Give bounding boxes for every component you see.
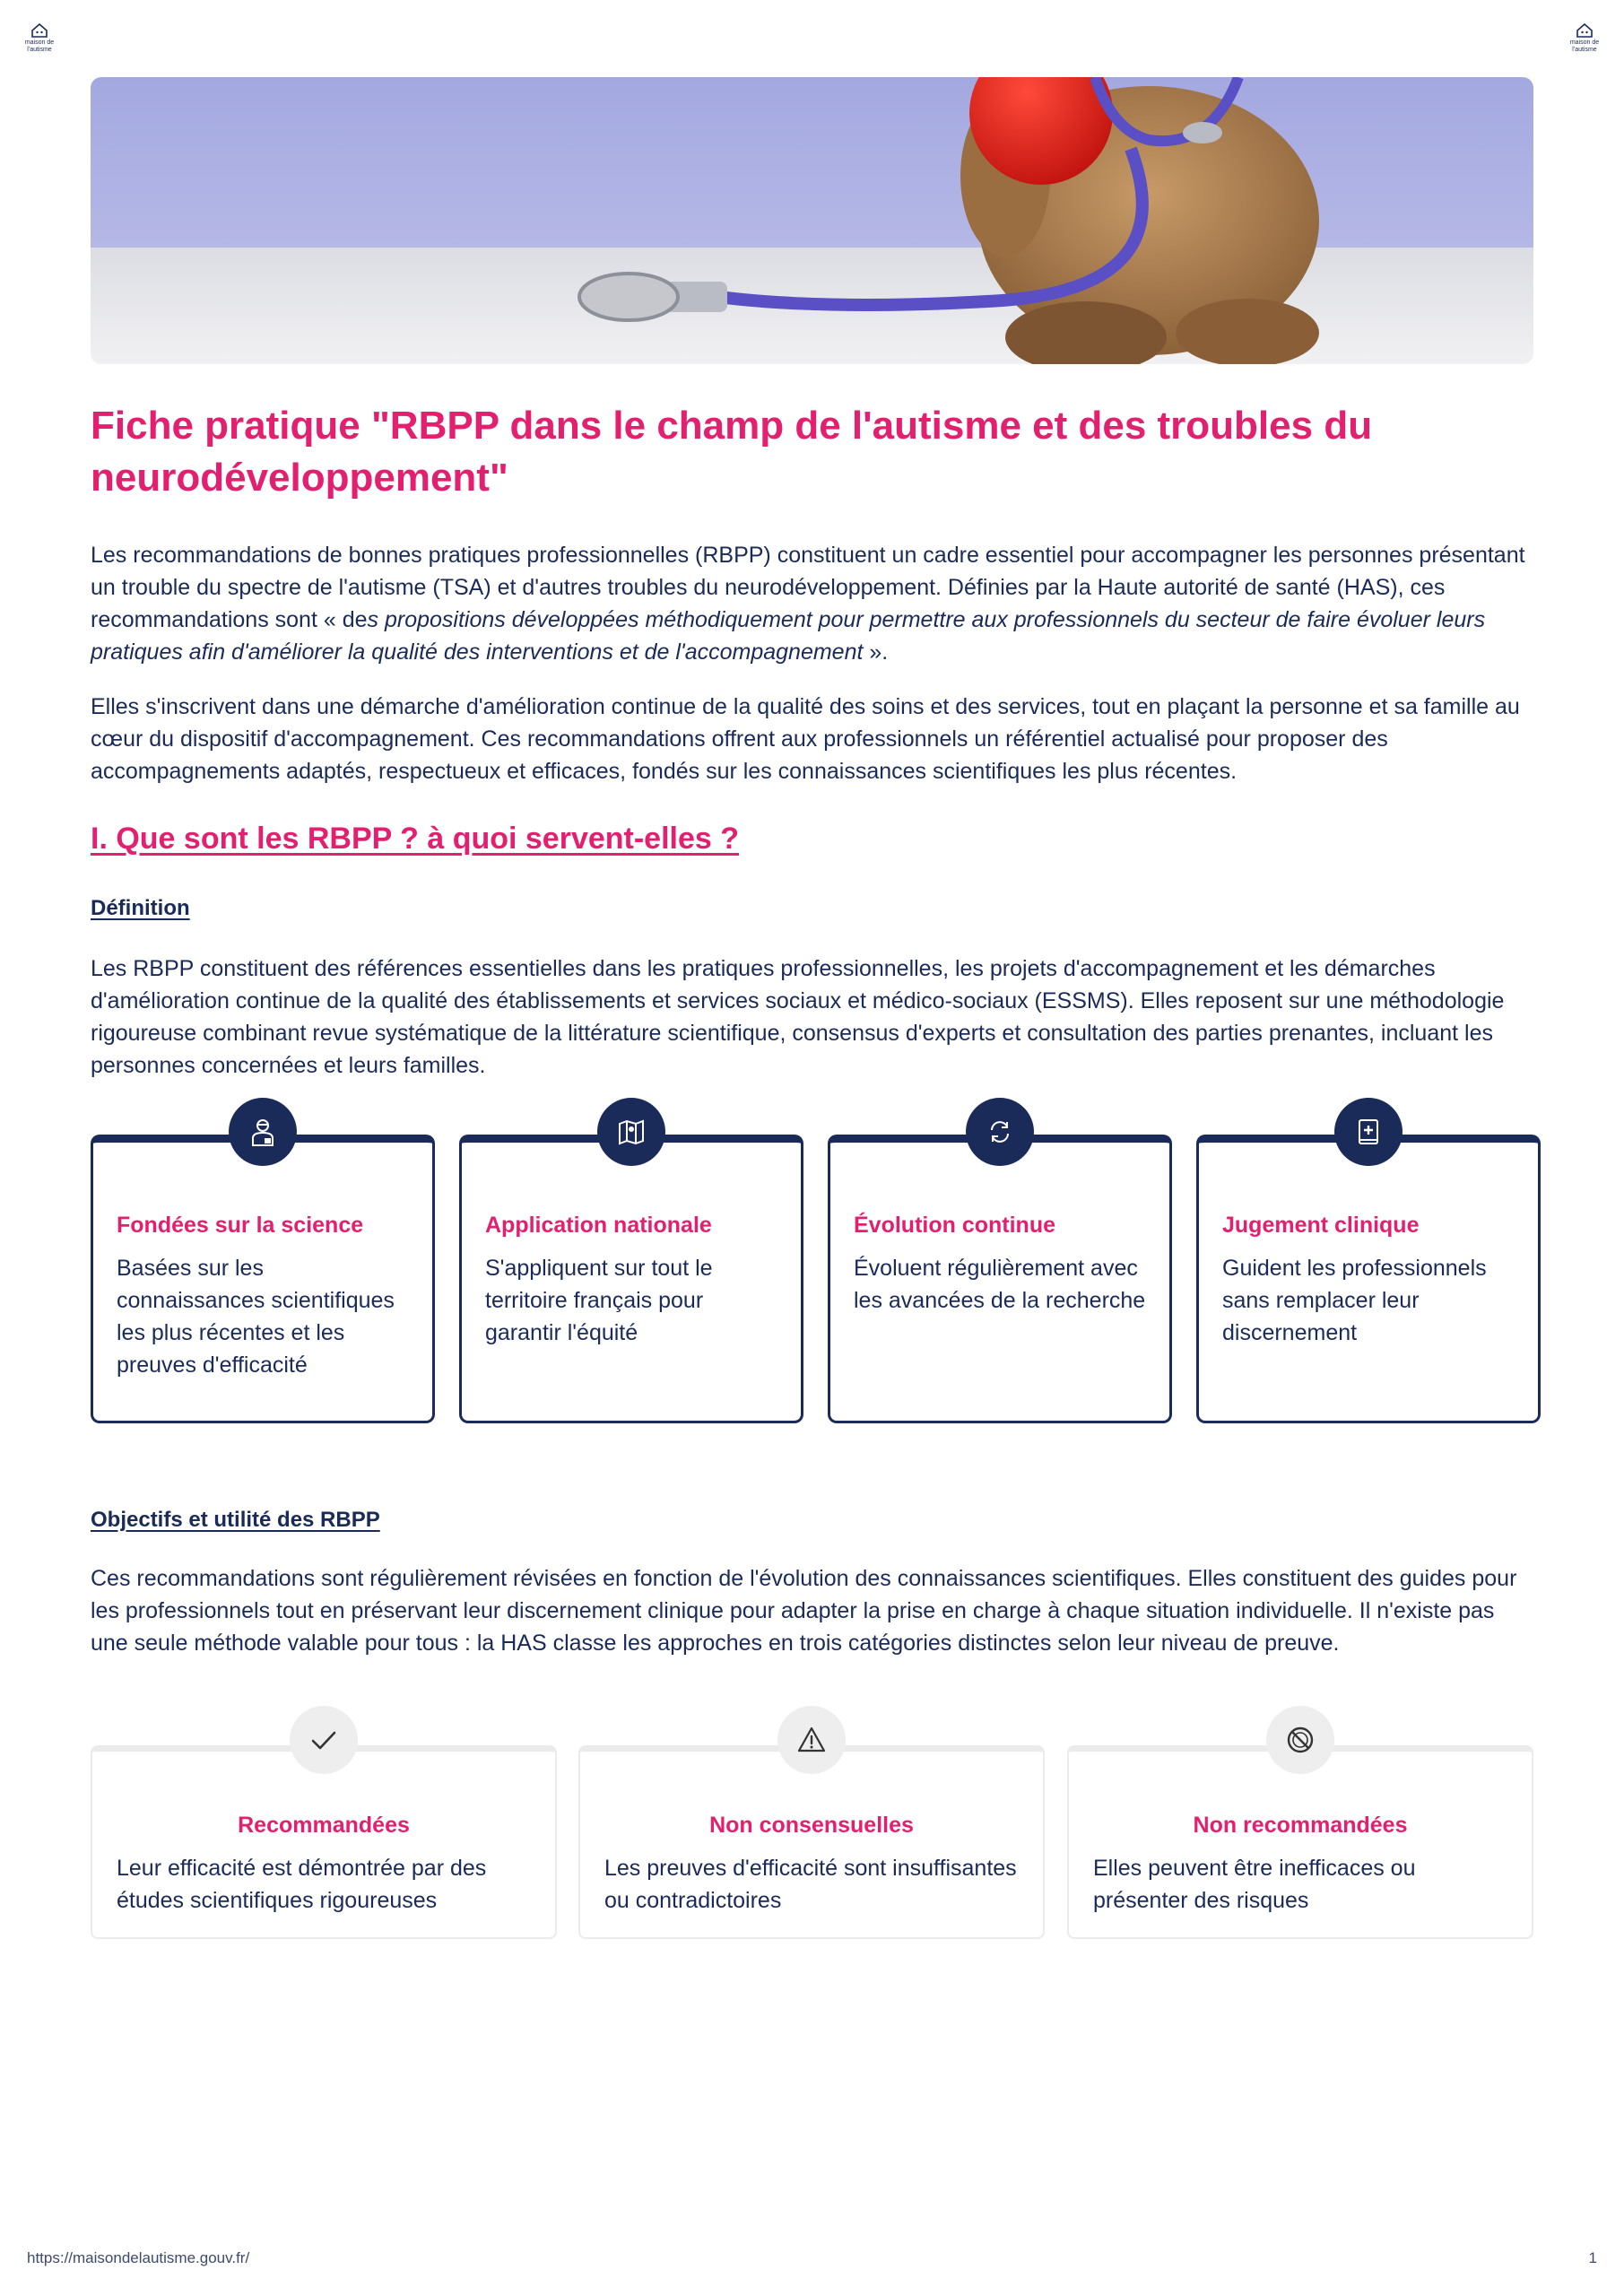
category-text: Elles peuvent être inefficaces ou présenter des risques: [1093, 1856, 1416, 1913]
category-badge: [777, 1706, 846, 1774]
card-title: Évolution continue: [854, 1213, 1055, 1238]
logo-text: maison de l'autisme: [1569, 39, 1600, 53]
forbidden-icon: [1285, 1725, 1316, 1755]
house-logo-icon: [31, 23, 48, 38]
definition-heading: Définition: [91, 896, 190, 920]
objectives-heading: Objectifs et utilité des RBPP: [91, 1508, 380, 1532]
card-badge: [1334, 1098, 1403, 1166]
logo-left: [22, 23, 57, 54]
logo-right: [1567, 23, 1602, 54]
category-badge: [1266, 1706, 1334, 1774]
card-text: Évoluent régulièrement avec les avancées de la recherche: [854, 1256, 1146, 1313]
page-title: Fiche pratique "RBPP dans le champ de l'autisme et des troubles du neurodéveloppement": [91, 404, 1373, 500]
category-recommended: [91, 1745, 557, 1939]
category-title: Non consensuelles: [709, 1813, 914, 1838]
card-clinical: [1196, 1135, 1541, 1423]
logo-text: maison de l'autisme: [24, 39, 55, 53]
category-not-recommended: [1067, 1745, 1533, 1939]
card-title: Application nationale: [485, 1213, 712, 1238]
card-badge: [597, 1098, 665, 1166]
card-text: Basées sur les connaissances scientifiques les plus récentes et les preuves d'efficacité: [117, 1256, 395, 1378]
card-evolution: [828, 1135, 1172, 1423]
card-text: S'appliquent sur tout le territoire français pour garantir l'équité: [485, 1256, 713, 1345]
category-badge: [290, 1706, 358, 1774]
card-title: Fondées sur la science: [117, 1213, 364, 1238]
card-text: Guident les professionnels sans remplacer leur discernement: [1222, 1256, 1487, 1345]
intro-paragraph-1: [91, 539, 1533, 668]
map-icon: [616, 1117, 647, 1147]
category-title: Non recommandées: [1193, 1813, 1408, 1838]
refresh-icon: [985, 1117, 1015, 1147]
intro-text-italic: s propositions développées méthodiquement pour permettre aux professionnels du secteur de faire évoluer leurs pratiques afin d'améliorer la qualité des interventions et de l'accompagnement: [91, 607, 1486, 665]
card-badge: [966, 1098, 1034, 1166]
footer-url[interactable]: https://maisondelautisme.gouv.fr/: [27, 2249, 250, 2266]
category-text: Les preuves d'efficacité sont insuffisantes ou contradictoires: [604, 1856, 1017, 1913]
category-title: Recommandées: [238, 1813, 410, 1838]
scientist-icon: [248, 1117, 278, 1147]
house-logo-icon: [1576, 23, 1593, 38]
objectives-paragraph: Ces recommandations sont régulièrement révisées en fonction de l'évolution des connaissances scientifiques. Elles constituent des guides pour les professionnels tout en préservant leur discernement clinique pour adapter la prise en charge à chaque situation individuelle. Il n'existe pas une seule méthode valable pour tous : la HAS classe les approches en trois catégories distinctes selon leur niveau de preuve.: [91, 1566, 1517, 1656]
intro-text-plain: Les recommandations de bonnes pratiques professionnelles (RBPP) constituent un cadre essentiel pour accompagner les personnes présentant un trouble du spectre de l'autisme (TSA) et d'autres troubles du neurodéveloppement. Définies par la Haute autorité de santé (HAS), ces recommandations sont « de: [91, 543, 1525, 632]
card-badge: [229, 1098, 297, 1166]
warning-icon: [796, 1725, 827, 1755]
category-non-consensual: [578, 1745, 1045, 1939]
intro-text-end: ».: [863, 639, 889, 665]
page-number: 1: [1588, 2249, 1597, 2266]
card-science: [91, 1135, 435, 1423]
checkmark-icon: [308, 1725, 339, 1755]
intro-paragraph-2: Elles s'inscrivent dans une démarche d'amélioration continue de la qualité des soins et des services, tout en plaçant la personne et sa famille au cœur du dispositif d'accompagnement. Ces recommandations offrent aux professionnels un référentiel actualisé pour proposer des accompagnements adaptés, respectueux et efficaces, fondés sur les connaissances scientifiques les plus récentes.: [91, 694, 1520, 784]
section-heading: I. Que sont les RBPP ? à quoi servent-elles ?: [91, 822, 740, 856]
category-text: Leur efficacité est démontrée par des études scientifiques rigoureuses: [117, 1856, 487, 1913]
hero-image: [91, 77, 1533, 364]
card-national: [459, 1135, 803, 1423]
card-title: Jugement clinique: [1222, 1213, 1420, 1238]
medical-book-icon: [1353, 1117, 1384, 1147]
definition-paragraph: Les RBPP constituent des références essentielles dans les pratiques professionnelles, les projets d'accompagnement et les démarches d'amélioration continue de la qualité des établissements et services sociaux et médico-sociaux (ESSMS). Elles reposent sur une méthodologie rigoureuse combinant revue systématique de la littérature scientifique, consensus d'experts et consultation des parties prenantes, incluant les personnes concernées et leurs familles.: [91, 956, 1505, 1078]
